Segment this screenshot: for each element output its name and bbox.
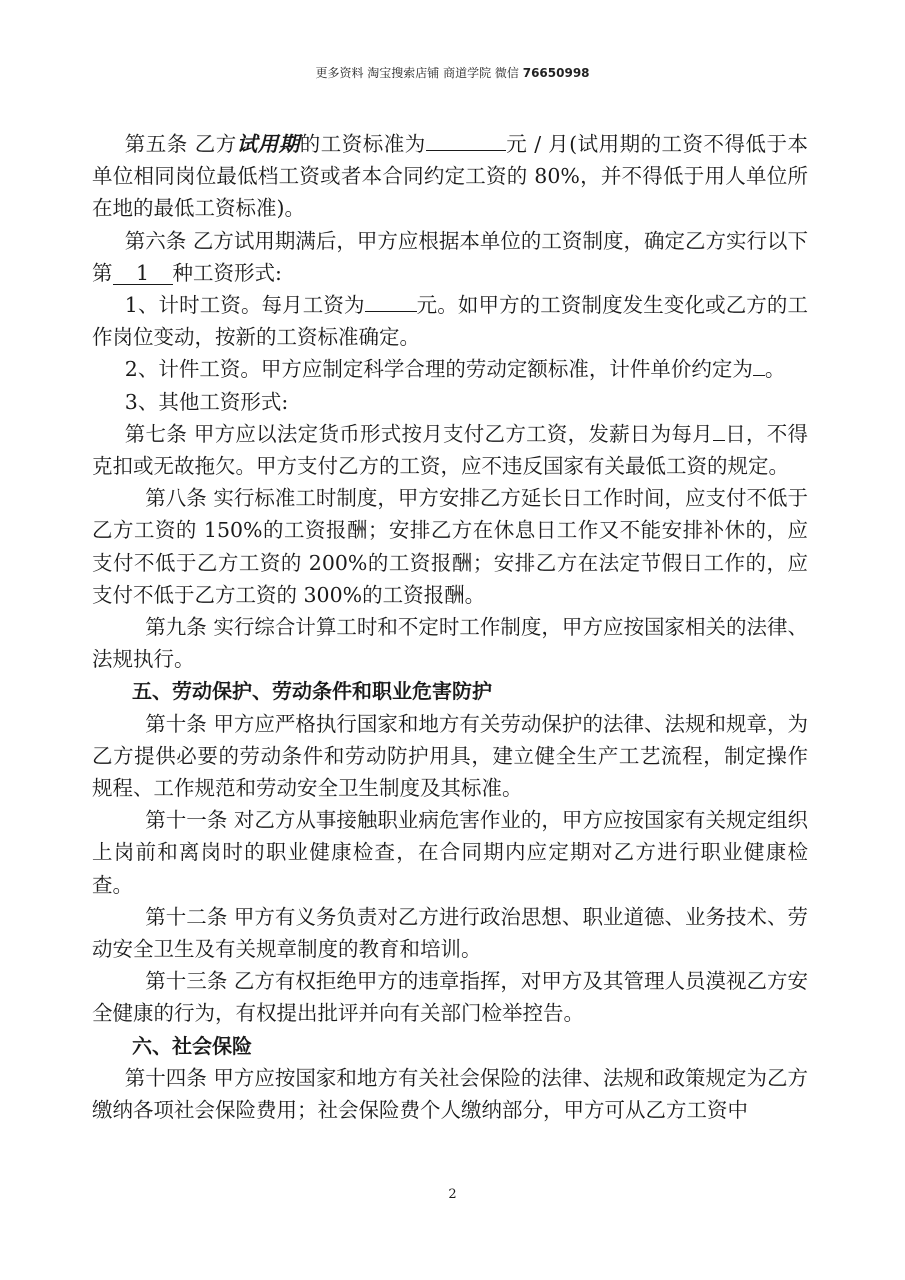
article-5-text-b: 的工资标准为 — [299, 132, 426, 156]
article-6-item-1 — [92, 289, 808, 353]
article-12: 第十二条 甲方有义务负责对乙方进行政治思想、职业道德、业务技术、劳动安全卫生及有关规章制度的教育和培训。 — [92, 904, 808, 962]
article-7-blank — [713, 440, 725, 441]
article-5-emphasis: 试用期 — [236, 132, 300, 156]
item-2-text-a: 2、计件工资。甲方应制定科学合理的劳动定额标准，计件单价约定为 — [124, 357, 753, 382]
document-body — [92, 128, 808, 1126]
item-2-blank — [753, 375, 765, 376]
article-6-item-2 — [92, 353, 808, 385]
article-6 — [92, 225, 808, 289]
article-9: 第九条 实行综合计算工时和不定时工作制度，甲方应按国家相关的法律、法规执行。 — [92, 615, 808, 672]
item-1-blank — [365, 311, 417, 312]
article-8: 第八条 实行标准工时制度，甲方安排乙方延长日工作时间，应支付不低于乙方工资的 150%的工资报酬；安排乙方在休息日工作又不能安排补休的，应支付不低于乙方工资的 200%的工资报酬；安排乙方在法定节假日工作的，应支付不低于乙方工资的 300%的工资报酬。 — [92, 486, 808, 607]
header-wechat-number: 76650998 — [522, 66, 590, 80]
item-1-text-b: 元。如甲方的工资制度发生变化或乙方的工作岗位变动，按新的工资标准确定。 — [92, 293, 808, 350]
article-7-text-a: 第七条 甲方应以法定货币形式按月支付乙方工资，发薪日为每月 — [124, 421, 713, 446]
page-header — [0, 64, 905, 81]
article-6-text-b: 种工资形式: — [172, 260, 282, 285]
article-5-text-a: 第五条 乙方 — [124, 132, 237, 156]
article-6-text-a: 第六条 乙方试用期满后，甲方应根据本单位的工资制度，确定乙方实行以下第 — [92, 228, 808, 285]
article-7-text-b: 日，不得克扣或无故拖欠。甲方支付乙方的工资，应不违反国家有关最低工资的规定。 — [92, 421, 809, 479]
article-13: 第十三条 乙方有权拒绝甲方的违章指挥，对甲方及其管理人员漠视乙方安全健康的行为，有权提出批评并向有关部门检举控告。 — [92, 969, 808, 1026]
header-text: 更多资料 淘宝搜索店铺 商道学院 微信 — [315, 66, 523, 80]
article-6-item-3: 3、其他工资形式: — [124, 389, 289, 414]
article-5-text-c: 元 / 月(试用期的工资不得低于本单位相同岗位最低档工资或者本合同约定工资的 80%，并不得低于用人单位所在地的最低工资标准)。 — [92, 132, 809, 221]
section-6-heading: 六、社会保险 — [132, 1033, 252, 1058]
article-6-blank: 1 — [113, 262, 173, 286]
article-5 — [92, 128, 808, 225]
article-11: 第十一条 对乙方从事接触职业病危害作业的，甲方应按国家有关规定组织上岗前和离岗时的职业健康检查，在合同期内应定期对乙方进行职业健康检查。 — [92, 808, 808, 897]
section-5-heading: 五、劳动保护、劳动条件和职业危害防护 — [132, 679, 492, 704]
page-number: 2 — [448, 1187, 457, 1202]
article-7 — [92, 418, 808, 482]
item-1-text-a: 1、计时工资。每月工资为 — [124, 293, 365, 318]
article-5-blank — [426, 150, 506, 151]
article-10: 第十条 甲方应严格执行国家和地方有关劳动保护的法律、法规和规章，为乙方提供必要的劳动条件和劳动防护用具，建立健全生产工艺流程，制定操作规程、工作规范和劳动安全卫生制度及其标准。 — [92, 711, 808, 801]
item-2-text-b: 。 — [764, 357, 786, 382]
article-14: 第十四条 甲方应按国家和地方有关社会保险的法律、法规和政策规定为乙方缴纳各项社会保险费用；社会保险费个人缴纳部分，甲方可从乙方工资中 — [92, 1065, 808, 1123]
